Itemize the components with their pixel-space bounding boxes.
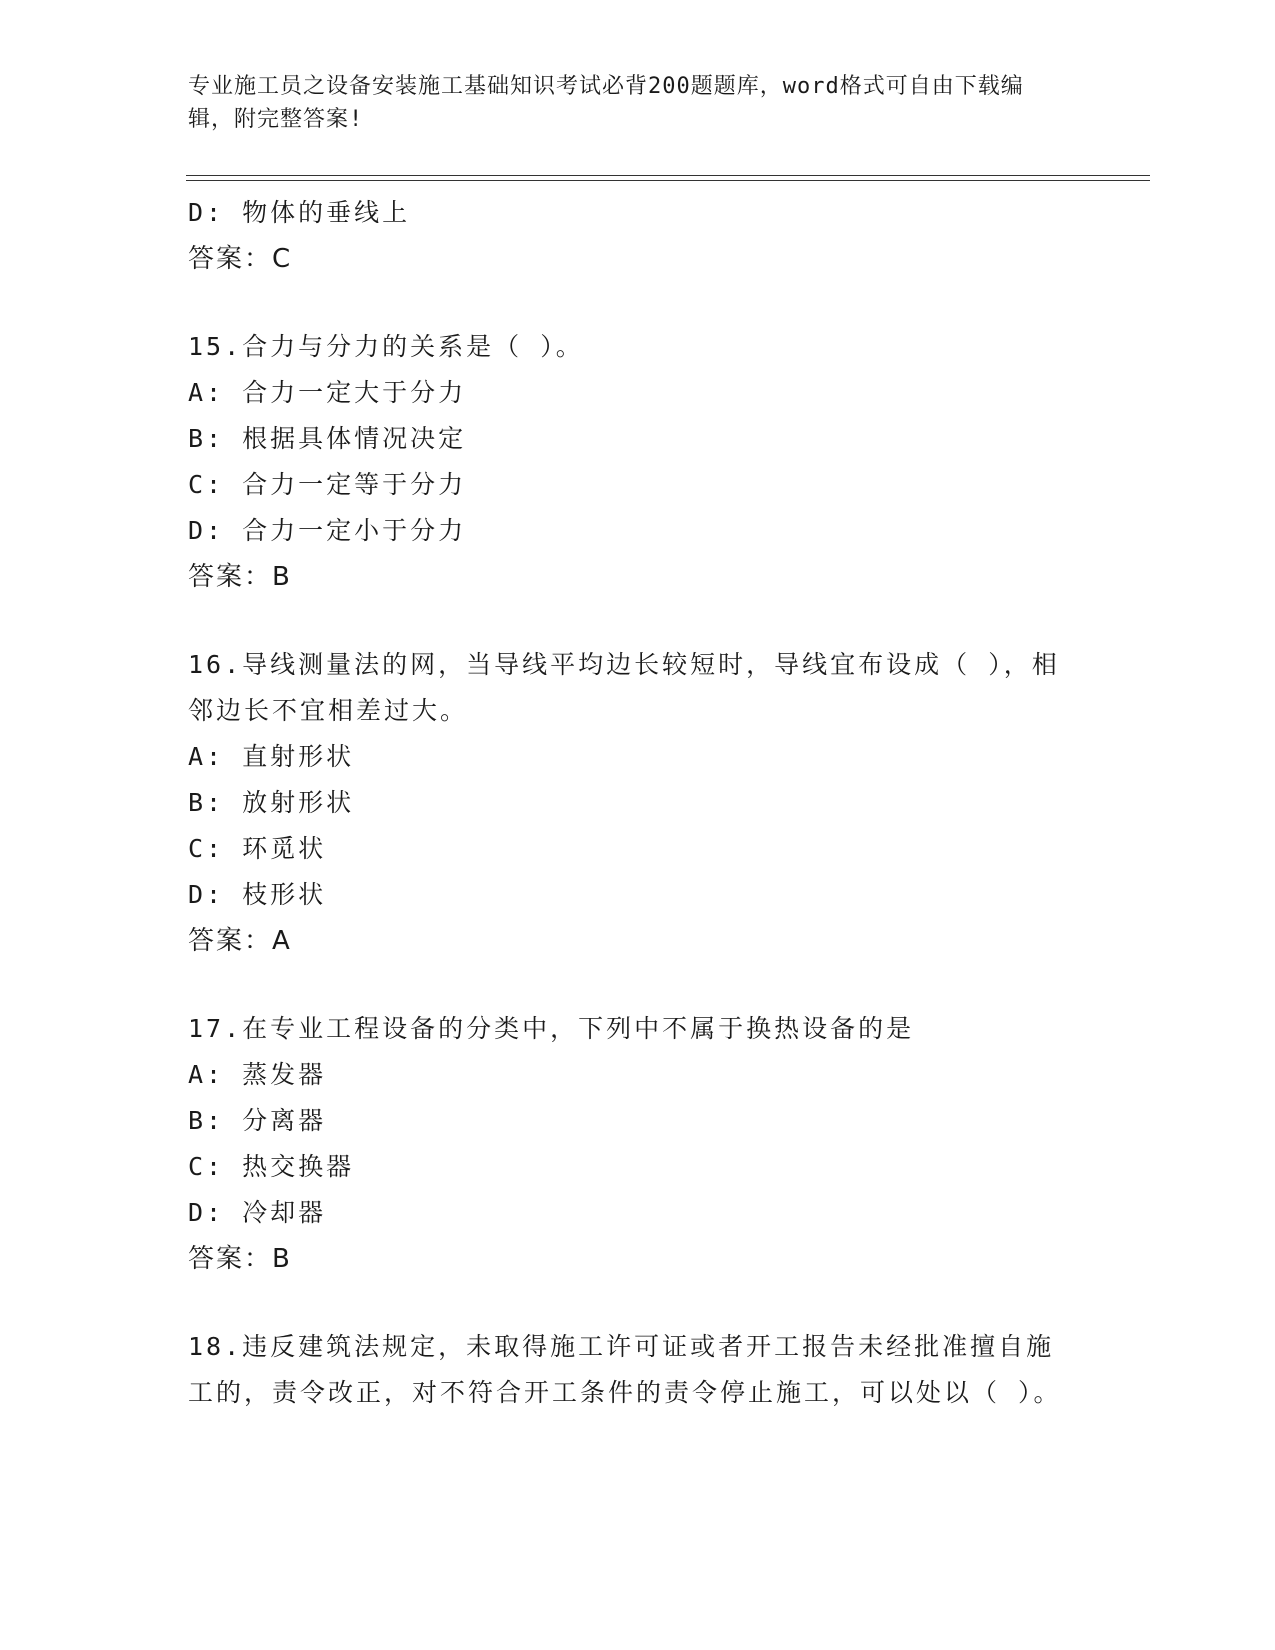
option-d: D: 枝形状: [188, 880, 327, 909]
option-c: C: 合力一定等于分力: [188, 470, 467, 499]
question-stem: 16.导线测量法的网，当导线平均边长较短时，导线宜布设成（ ），相邻边长不宜相差过大。: [188, 650, 1060, 725]
header-rule-bottom: [186, 180, 1150, 181]
answer-line: 答案：B: [188, 1244, 292, 1274]
option-d: D: 物体的垂线上: [188, 198, 411, 227]
question-content: [188, 190, 1088, 1416]
option-a: A: 合力一定大于分力: [188, 378, 467, 407]
question-15: [188, 324, 1088, 600]
option-d: D: 冷却器: [188, 1198, 327, 1227]
option-c: C: 环觅状: [188, 834, 327, 863]
option-c: C: 热交换器: [188, 1152, 355, 1181]
answer-line: 答案：C: [188, 244, 293, 274]
option-b: B: 放射形状: [188, 788, 355, 817]
question-16: [188, 642, 1088, 964]
question-stem: 18.违反建筑法规定，未取得施工许可证或者开工报告未经批准擅自施工的，责令改正，对不符合开工条件的责令停止施工，可以处以（ ）。: [188, 1332, 1062, 1407]
question-stem: 17.在专业工程设备的分类中，下列中不属于换热设备的是: [188, 1014, 915, 1043]
document-header: 专业施工员之设备安装施工基础知识考试必背200题题库，word格式可自由下载编辑，附完整答案!: [188, 74, 1024, 132]
answer-line: 答案：A: [188, 926, 292, 956]
spacer: [188, 282, 1088, 324]
spacer: [188, 1282, 1088, 1324]
option-a: A: 直射形状: [188, 742, 355, 771]
answer-line: 答案：B: [188, 562, 292, 592]
option-b: B: 分离器: [188, 1106, 327, 1135]
header-rule-top: [186, 175, 1150, 176]
option-b: B: 根据具体情况决定: [188, 424, 467, 453]
spacer: [188, 600, 1088, 642]
question-stem: 15.合力与分力的关系是（ ）。: [188, 332, 584, 361]
option-d: D: 合力一定小于分力: [188, 516, 467, 545]
question-17: [188, 1006, 1088, 1282]
spacer: [188, 964, 1088, 1006]
option-a: A: 蒸发器: [188, 1060, 327, 1089]
question-18: [188, 1324, 1088, 1416]
